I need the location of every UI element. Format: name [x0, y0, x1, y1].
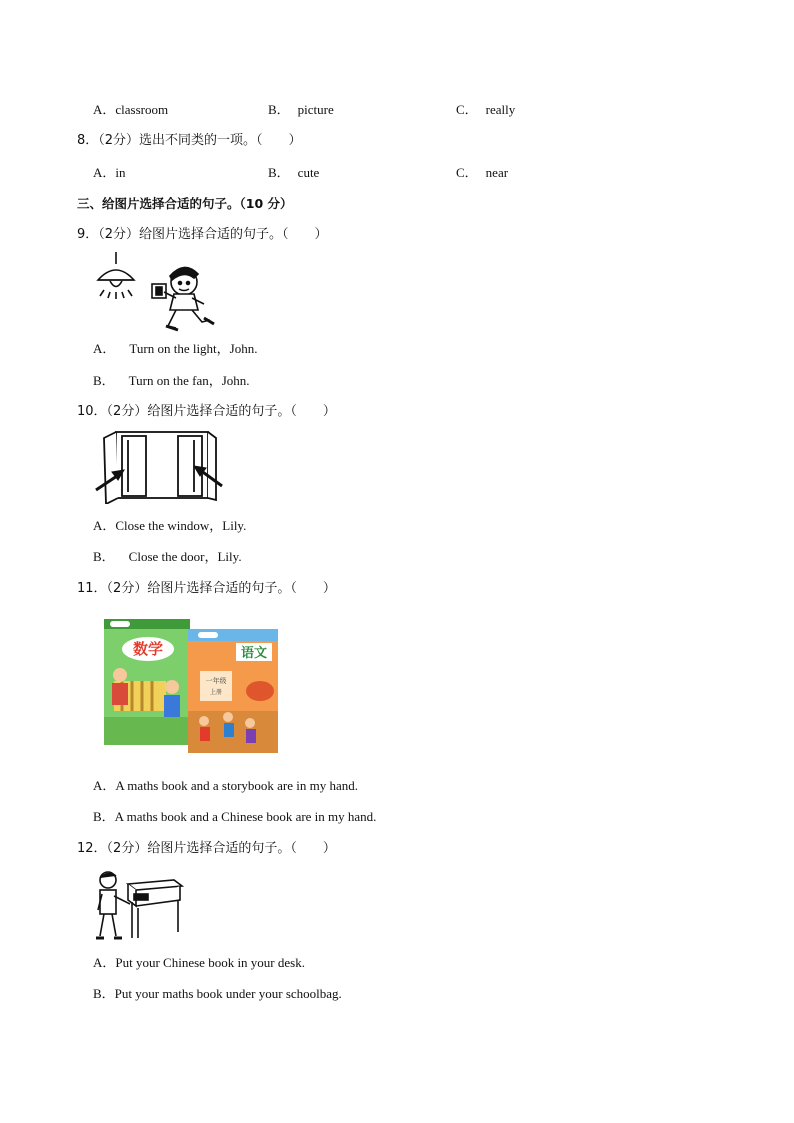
option-letter: C．	[456, 102, 478, 117]
q11-stem: 11．（2分）给图片选择合适的句子。（ ）	[77, 581, 336, 596]
option-letter: B．	[93, 373, 115, 388]
q12-option-a[interactable]	[93, 955, 305, 971]
q10-stem: 10．（2分）给图片选择合适的句子。（ ）	[77, 404, 336, 419]
q11-books-picture	[104, 617, 280, 755]
q9-option-b[interactable]	[93, 373, 250, 389]
desk-icon	[128, 880, 182, 938]
option-text: near	[485, 165, 509, 180]
option-letter: A．	[93, 778, 116, 793]
option-letter: A．	[93, 341, 116, 356]
q9-option-a[interactable]	[93, 341, 257, 357]
option-text: really	[485, 102, 516, 117]
chinese-book-icon	[188, 629, 278, 753]
q10-option-a[interactable]	[93, 518, 246, 534]
q9-light-boy-picture	[94, 250, 224, 334]
option-letter: C．	[456, 165, 478, 180]
option-text: Put your maths book under your schoolbag.	[114, 986, 342, 1001]
option-text: Close the door，Lily.	[128, 549, 242, 564]
chinese-book-grade: 一年级	[205, 677, 227, 685]
q9-stem: 9．（2分）给图片选择合适的句子。（ ）	[77, 227, 328, 242]
student-icon	[96, 872, 130, 938]
option-letter: A．	[93, 165, 116, 180]
option-letter: A．	[93, 518, 116, 533]
q7-option-a[interactable]	[93, 102, 168, 118]
option-text: A maths book and a Chinese book are in my hand.	[114, 809, 377, 824]
maths-book-icon	[104, 619, 190, 745]
q12-stem: 12．（2分）给图片选择合适的句子。（ ）	[77, 841, 336, 856]
q8-option-a[interactable]	[93, 165, 126, 181]
ceiling-lamp-icon	[98, 252, 134, 299]
option-letter: B．	[268, 102, 290, 117]
q12-desk-picture	[94, 870, 186, 942]
option-text: Close the window，Lily.	[115, 518, 247, 533]
option-letter: B．	[93, 809, 115, 824]
q11-option-b[interactable]	[93, 809, 376, 825]
q10-window-picture	[94, 428, 226, 504]
option-text: Turn on the light，John.	[129, 341, 258, 356]
q7-option-b[interactable]	[268, 102, 334, 118]
option-text: picture	[297, 102, 334, 117]
option-letter: B．	[93, 549, 115, 564]
q8-option-b[interactable]	[268, 165, 319, 181]
option-text: cute	[297, 165, 320, 180]
maths-book-title: 数学	[132, 640, 164, 658]
option-letter: A．	[93, 955, 116, 970]
q8-option-c[interactable]	[456, 165, 508, 181]
chinese-book-term: 上册	[209, 689, 223, 696]
q10-option-b[interactable]	[93, 549, 242, 565]
option-text: A maths book and a storybook are in my hand.	[115, 778, 359, 793]
option-text: Turn on the fan，John.	[128, 373, 250, 388]
option-text: Put your Chinese book in your desk.	[115, 955, 305, 970]
q7-option-c[interactable]	[456, 102, 515, 118]
option-letter: B．	[93, 986, 115, 1001]
chinese-book-title: 语文	[240, 646, 268, 661]
q12-option-b[interactable]	[93, 986, 342, 1002]
option-letter: B．	[268, 165, 290, 180]
boy-switch-icon	[152, 267, 214, 330]
option-text: classroom	[115, 102, 169, 117]
option-text: in	[115, 165, 126, 180]
q11-option-a[interactable]	[93, 778, 358, 794]
q8-stem: 8．（2分）选出不同类的一项。（ ）	[77, 133, 302, 148]
option-letter: A．	[93, 102, 116, 117]
section-3-title: 三、给图片选择合适的句子。（10 分）	[77, 196, 293, 211]
